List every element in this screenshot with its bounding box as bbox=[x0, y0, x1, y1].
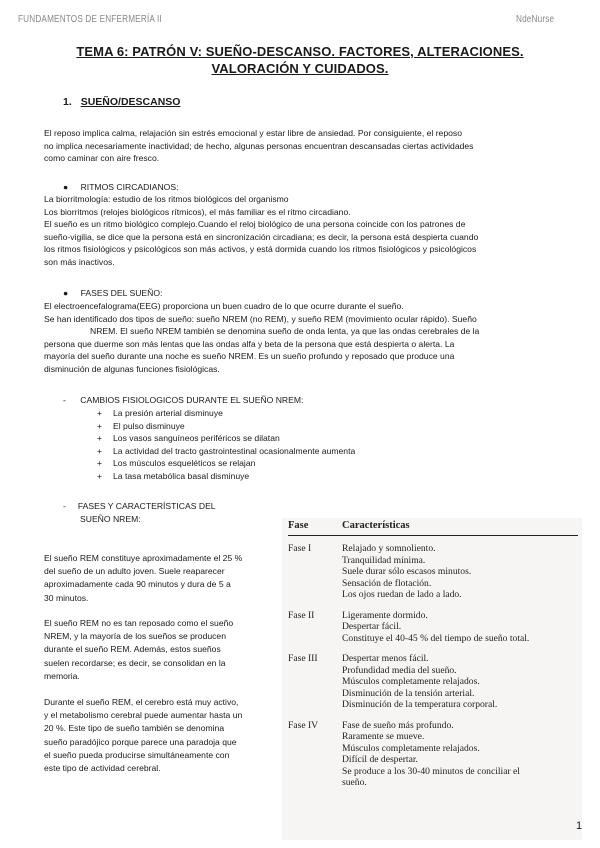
rem-line: El sueño REM constituye aproximadamente el 25 % bbox=[44, 553, 243, 563]
rem-line: El sueño REM no es tan reposado como el sueño bbox=[44, 618, 234, 628]
header-right: NdeNurse bbox=[516, 14, 555, 25]
page-title bbox=[0, 43, 600, 77]
rem-paragraph-2 bbox=[44, 617, 269, 683]
table-item: sueño. bbox=[342, 777, 367, 788]
table-item: Suele durar sólo escasos minutos. bbox=[342, 566, 472, 577]
rem-paragraph-1 bbox=[44, 552, 269, 605]
list-item-text: Los vasos sanguíneos periféricos se dilatan bbox=[113, 433, 280, 443]
title-line-1: TEMA 6: PATRÓN V: SUEÑO-DESCANSO. FACTORES, ALTERACIONES. bbox=[76, 44, 524, 59]
cambios-list bbox=[97, 407, 355, 482]
section-number: 1. bbox=[63, 96, 72, 108]
table-cell-items bbox=[342, 536, 578, 610]
fases-sueno-paragraph bbox=[44, 300, 579, 375]
list-item-text: El pulso disminuye bbox=[113, 420, 185, 431]
header-left: FUNDAMENTOS DE ENFERMERÍA II bbox=[18, 14, 162, 25]
plus-icon: + bbox=[97, 458, 103, 468]
table-item: Ligeramente dormido. bbox=[342, 609, 428, 621]
table-cell-items bbox=[342, 653, 578, 720]
plus-icon: + bbox=[97, 408, 103, 418]
rem-line: sueño paradójico porque parece una paradoja que bbox=[44, 736, 237, 747]
ritmos-title: RITMOS CIRCADIANOS: bbox=[80, 182, 179, 192]
rem-line: aproximadamente cada 90 minutos y dura de 5 a bbox=[44, 579, 231, 590]
page-number: 1 bbox=[576, 820, 583, 832]
table-item: Sensación de flotación. bbox=[342, 577, 432, 589]
section-title: SUEÑO/DESCANSO bbox=[80, 96, 181, 108]
table-cell-fase: Fase III bbox=[288, 653, 318, 664]
list-item bbox=[97, 470, 355, 483]
ritmos-line: El sueño es un ritmo biológico complejo.Cuando el reloj biológico de una persona coincide con los patrones de bbox=[44, 219, 466, 229]
intro-paragraph bbox=[44, 127, 564, 165]
fases-line: El electroencefalograma(EEG) proporciona un buen cuadro de lo que ocurre durante el sueño. bbox=[44, 301, 404, 311]
table-item: Relajado y somnoliento. bbox=[342, 543, 436, 554]
fases-line: Se han identificado dos tipos de sueño: sueño NREM (no REM), y sueño REM (movimiento ocular rápido). Sueño bbox=[44, 313, 477, 324]
section-heading bbox=[63, 96, 180, 108]
rem-line: suelen recordarse; es decir, se consolidan en la bbox=[44, 657, 226, 668]
table-item: Despertar fácil. bbox=[342, 621, 402, 632]
list-item bbox=[97, 420, 355, 433]
fases-sueno-heading bbox=[63, 287, 162, 300]
rem-line: este tipo de actividad cerebral. bbox=[44, 763, 161, 774]
fases-line: NREM. El sueño NREM también se denomina sueño de onda lenta, ya que las ondas cerebrales de la bbox=[90, 326, 480, 336]
table-row bbox=[288, 536, 578, 610]
table-item: Difícil de despertar. bbox=[342, 754, 418, 765]
cambios-title: CAMBIOS FISIOLOGICOS DURANTE EL SUEÑO NREM: bbox=[80, 395, 304, 405]
table-cell-fase: Fase IV bbox=[288, 719, 319, 731]
list-item-text: La tasa metabólica basal disminuye bbox=[113, 470, 250, 481]
table-cell-fase: Fase II bbox=[288, 609, 315, 621]
list-item bbox=[97, 432, 355, 445]
dash-icon: - bbox=[63, 501, 66, 511]
ritmos-line: sueño-vigilia, se dice que la persona está en sincronización circadiana; es decir, la persona está despierta cuando bbox=[44, 231, 479, 242]
fases-table-image bbox=[282, 518, 582, 840]
ritmos-line: son más inactivos. bbox=[44, 256, 115, 267]
rem-line: durante el sueño REM. Además, estos sueños bbox=[44, 644, 221, 655]
table-row bbox=[288, 653, 578, 720]
table-item: Constituye el 40-45 % del tiempo de sueño total. bbox=[342, 632, 530, 644]
rem-line: NREM, y la mayoría de los sueños se producen bbox=[44, 631, 226, 642]
list-item bbox=[97, 407, 355, 420]
table-item: Raramente se mueve. bbox=[342, 731, 425, 742]
list-item bbox=[97, 457, 355, 470]
rem-line: Durante el sueño REM, el cerebro está muy activo, bbox=[44, 697, 239, 707]
table-item: Despertar menos fácil. bbox=[342, 653, 429, 664]
list-item-text: La presión arterial disminuye bbox=[113, 408, 223, 418]
list-item bbox=[97, 445, 355, 458]
table-header-row bbox=[288, 520, 578, 536]
table-header-caracteristicas: Características bbox=[342, 520, 578, 536]
dash-icon: - bbox=[63, 395, 66, 405]
table-item: Disminución de la temperatura corporal. bbox=[342, 699, 498, 710]
fases-sueno-title: FASES DEL SUEÑO: bbox=[80, 288, 163, 298]
fases-line: disminución de algunas funciones fisiológicas. bbox=[44, 363, 220, 374]
plus-icon: + bbox=[97, 433, 103, 443]
list-item-text: Los músculos esqueléticos se relajan bbox=[113, 458, 256, 468]
table-item: Tranquilidad mínima. bbox=[342, 554, 426, 566]
table-item: Músculos completamente relajados. bbox=[342, 742, 480, 754]
table-row bbox=[288, 720, 578, 789]
table-item: Los ojos ruedan de lado a lado. bbox=[342, 589, 462, 600]
table-row bbox=[288, 610, 578, 654]
plus-icon: + bbox=[97, 420, 103, 431]
rem-line: y el metabolismo cerebral puede aumentar hasta un bbox=[44, 710, 243, 721]
rem-line: del sueño de un adulto joven. Suele reaparecer bbox=[44, 566, 225, 577]
plus-icon: + bbox=[97, 470, 103, 481]
table-cell-items bbox=[342, 720, 578, 789]
table-cell-items bbox=[342, 610, 578, 654]
fases-nrem-title: FASES Y CARACTERÍSTICAS DEL bbox=[77, 501, 216, 511]
table-item: Profundidad media del sueño. bbox=[342, 664, 457, 676]
table-item: Fase de sueño más profundo. bbox=[342, 719, 454, 731]
intro-line: como caminar con aire fresco. bbox=[44, 153, 160, 163]
table-item: Se produce a los 30-40 minutos de conciliar el bbox=[342, 765, 520, 777]
table-item: Disminución de la tensión arterial. bbox=[342, 687, 475, 699]
intro-line: El reposo implica calma, relajación sin estrés emocional y estar libre de ansiedad. Por consiguiente, el reposo bbox=[44, 128, 462, 138]
fases-line: persona que duerme son más lentas que las ondas alfa y beta de la persona que está despierta o alerta. La bbox=[44, 338, 455, 349]
fases-table bbox=[288, 520, 578, 789]
rem-line: 20 %. Este tipo de sueño también se denomina bbox=[44, 723, 225, 734]
rem-paragraph-3 bbox=[44, 696, 269, 775]
fases-nrem-title-2: SUEÑO NREM: bbox=[80, 513, 141, 524]
ritmos-line: Los biorritmos (relojes biológicos rítmicos), el más familiar es el ritmo circadiano. bbox=[44, 206, 351, 217]
table-header-fase: Fase bbox=[288, 520, 342, 536]
table-item: Músculos completamente relajados. bbox=[342, 676, 480, 687]
rem-line: 30 minutos. bbox=[44, 592, 89, 603]
bullet-icon: ● bbox=[63, 182, 69, 192]
fases-line: mayoría del sueño durante una noche es sueño NREM. Es un sueño profundo y reposado que produce una bbox=[44, 351, 455, 361]
ritmos-heading bbox=[63, 181, 178, 194]
rem-line: memoria. bbox=[44, 670, 80, 681]
ritmos-line: La biorritmología: estudio de los ritmos biológicos del organismo bbox=[44, 194, 289, 204]
bullet-icon: ● bbox=[63, 288, 69, 298]
table-cell-fase: Fase I bbox=[288, 543, 312, 554]
cambios-heading bbox=[63, 394, 303, 407]
list-item-text: La actividad del tracto gastrointestinal ocasionalmente aumenta bbox=[113, 445, 356, 456]
ritmos-line: los ritmos fisiológicos y psicológicos son más activos, y está dormida cuando los ritmos fisiológicos y psicológicos bbox=[44, 244, 477, 254]
plus-icon: + bbox=[97, 445, 103, 456]
rem-line: el sueño pueda producirse simultáneamente con bbox=[44, 749, 230, 760]
intro-line: no implica necesariamente inactividad; de hecho, algunas personas encuentran descansadas ciertas actividades bbox=[44, 140, 474, 151]
title-line-2: VALORACIÓN Y CUIDADOS. bbox=[211, 61, 389, 76]
fases-nrem-heading bbox=[63, 500, 216, 525]
ritmos-paragraph bbox=[44, 193, 574, 268]
